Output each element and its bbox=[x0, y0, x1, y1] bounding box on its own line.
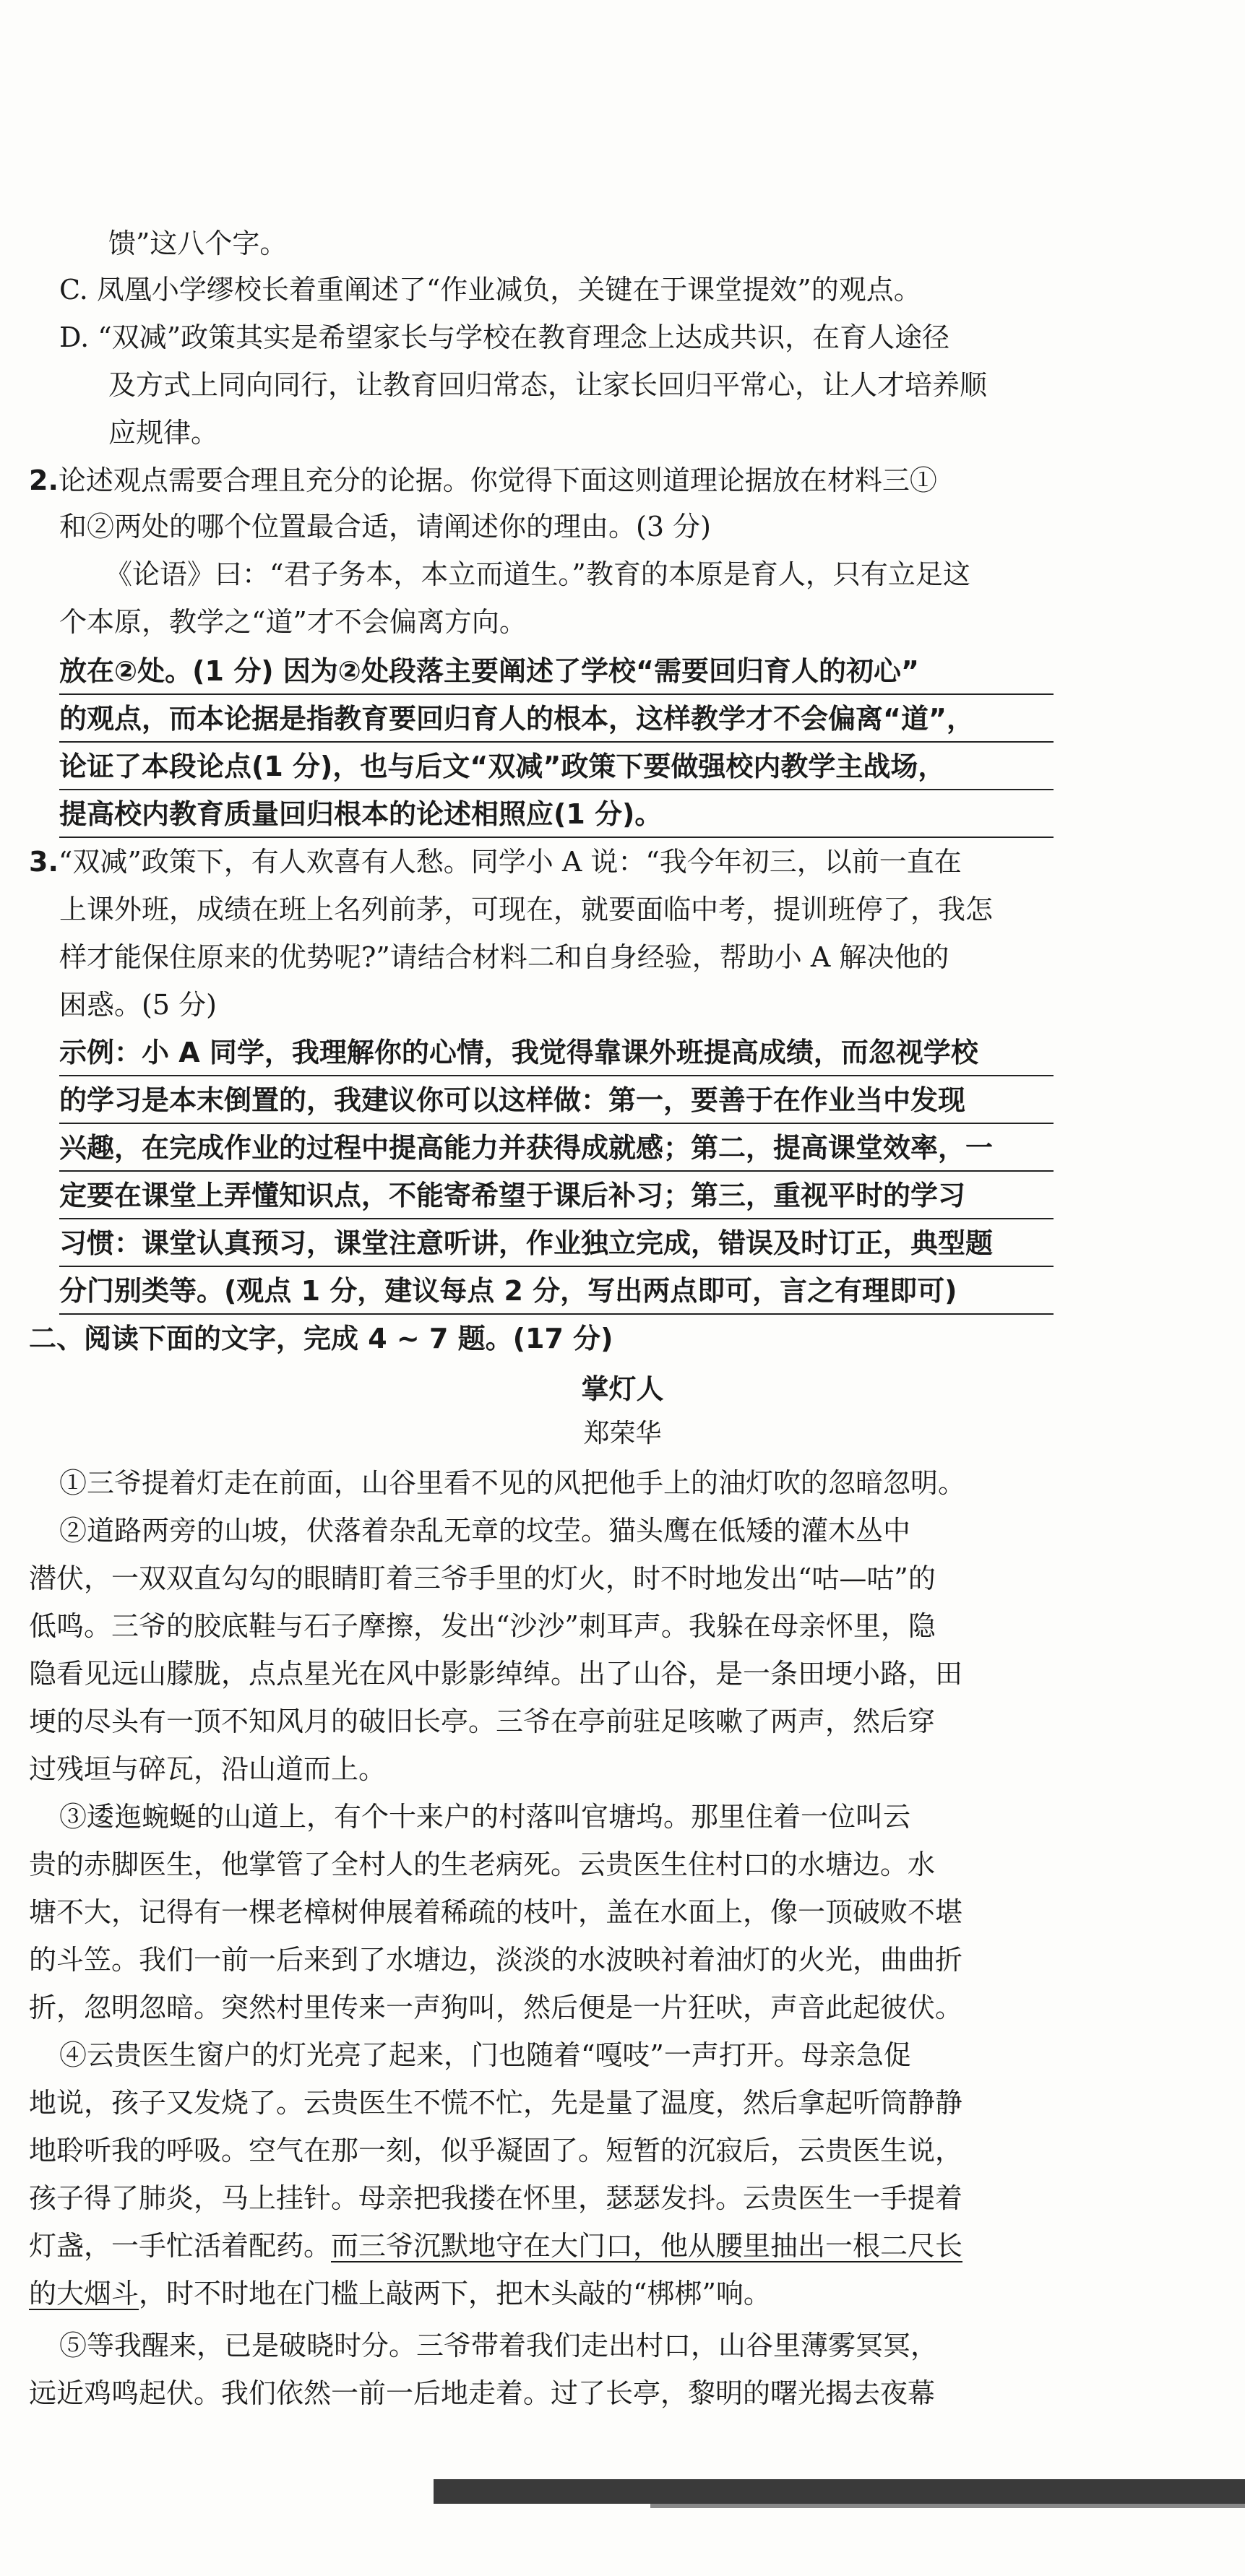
paragraph-5-line1: ⑤等我醒来，已是破晓时分。三爷带着我们走出村口，山谷里薄雾冥冥， bbox=[59, 2330, 939, 2361]
paragraph-4-line3: 地聆听我的呼吸。空气在那一刻，似乎凝固了。短暂的沉寂后，云贵医生说， bbox=[29, 2135, 963, 2166]
paragraph-3-line1: ③逶迤蜿蜒的山道上，有个十来户的村落叫官塘坞。那里住着一位叫云 bbox=[59, 1801, 911, 1833]
q3-answer-line6: 分门别类等。(观点 1 分，建议每点 2 分，写出两点即可，言之有理即可) bbox=[59, 1275, 957, 1307]
q3-answer-line1: 示例：小 A 同学，我理解你的心情，我觉得靠课外班提高成绩，而忽视学校 bbox=[59, 1037, 978, 1068]
paragraph-4-line1: ④云贵医生窗户的灯光亮了起来，门也随着“嘎吱”一声打开。母亲急促 bbox=[59, 2039, 911, 2071]
q3-stem-line2: 上课外班，成绩在班上名列前茅，可现在，就要面临中考，提训班停了，我怎 bbox=[59, 894, 994, 925]
q2-quote-line2: 个本原，教学之“道”才不会偏离方向。 bbox=[59, 606, 527, 638]
answer-rule bbox=[59, 1075, 1054, 1076]
answer-rule bbox=[59, 1218, 1054, 1219]
answer-rule bbox=[59, 693, 1054, 695]
paragraph-4-line6-plain: ，时不时地在门槛上敲两下，把木头敲的“梆梆”响。 bbox=[139, 2278, 771, 2309]
q2-quote-line1: 《论语》曰：“君子务本，本立而道生。”教育的本原是育人，只有立足这 bbox=[105, 558, 970, 590]
q3-answer-line3: 兴趣，在完成作业的过程中提高能力并获得成就感；第二，提高课堂效率，一 bbox=[59, 1132, 994, 1164]
paragraph-4-line5-plain: 灯盏，一手忙活着配药。 bbox=[29, 2230, 332, 2262]
paragraph-3-line5: 折，忽明忽暗。突然村里传来一声狗叫，然后便是一片狂吠，声音此起彼伏。 bbox=[29, 1992, 963, 2023]
q3-stem-line3: 样才能保住原来的优势呢?”请结合材料二和自身经验，帮助小 A 解决他的 bbox=[59, 941, 949, 973]
q1-option-b-tail: 馈”这八个字。 bbox=[108, 228, 288, 259]
answer-rule bbox=[59, 789, 1054, 790]
answer-rule bbox=[59, 741, 1054, 743]
q3-answer-line5: 习惯：课堂认真预习，课堂注意听讲，作业独立完成，错误及时订正，典型题 bbox=[59, 1227, 994, 1259]
q2-answer-line3: 论证了本段论点(1 分)，也与后文“双减”政策下要做强校内教学主战场， bbox=[59, 751, 946, 782]
answer-rule bbox=[59, 837, 1054, 838]
q3-answer-line4: 定要在课堂上弄懂知识点，不能寄希望于课后补习；第三，重视平时的学习 bbox=[59, 1180, 966, 1211]
passage-author: 郑荣华 bbox=[583, 1419, 662, 1448]
q1-option-c: C. 凤凰小学缪校长着重阐述了“作业减负，关键在于课堂提效”的观点。 bbox=[59, 274, 921, 306]
q2-stem-line2: 和②两处的哪个位置最合适，请阐述你的理由。(3 分) bbox=[59, 511, 711, 543]
q1-option-d-line2: 及方式上同向同行，让教育回归常态，让家长回归平常心，让人才培养顺 bbox=[108, 369, 988, 401]
underlined-sentence-part1: 而三爷沉默地守在大门口，他从腰里抽出一根二尺长 bbox=[331, 2230, 963, 2262]
paragraph-4-line4: 孩子得了肺炎，马上挂针。母亲把我搂在怀里，瑟瑟发抖。云贵医生一手提着 bbox=[29, 2182, 963, 2214]
q1-option-d-line1: D. “双减”政策其实是希望家长与学校在教育理念上达成共识，在育人途径 bbox=[59, 321, 950, 353]
answer-rule bbox=[59, 1170, 1054, 1172]
q2-answer-line2: 的观点，而本论据是指教育要回归育人的根本，这样教学才不会偏离“道”， bbox=[59, 703, 974, 735]
q2-answer-line1: 放在②处。(1 分) 因为②处段落主要阐述了学校“需要回归育人的初心” bbox=[59, 655, 919, 687]
q2-stem-text1: 论述观点需要合理且充分的论据。你觉得下面这则道理论据放在材料三① bbox=[58, 464, 937, 496]
answer-rule bbox=[59, 1123, 1054, 1124]
paragraph-2-line3: 低鸣。三爷的胶底鞋与石子摩擦，发出“沙沙”刺耳声。我躲在母亲怀里，隐 bbox=[29, 1610, 936, 1642]
paragraph-2-line5: 埂的尽头有一顶不知风月的破旧长亭。三爷在亭前驻足咳嗽了两声，然后穿 bbox=[29, 1706, 936, 1737]
paragraph-2-line4: 隐看见远山朦胧，点点星光在风中影影绰绰。出了山谷，是一条田埂小路，田 bbox=[29, 1658, 963, 1690]
paragraph-5-line2: 远近鸡鸣起伏。我们依然一前一后地走着。过了长亭，黎明的曙光揭去夜幕 bbox=[29, 2377, 936, 2409]
scan-shadow-edge bbox=[650, 2504, 1245, 2508]
paragraph-2-line2: 潜伏，一双双直勾勾的眼睛盯着三爷手里的灯火，时不时地发出“咕—咕”的 bbox=[29, 1563, 936, 1594]
underlined-sentence-part2: 的大烟斗 bbox=[29, 2278, 139, 2309]
scan-shadow bbox=[434, 2479, 1245, 2504]
q3-stem-line4: 困惑。(5 分) bbox=[59, 989, 217, 1021]
paragraph-2-line1: ②道路两旁的山坡，伏落着杂乱无章的坟茔。猫头鹰在低矮的灌木丛中 bbox=[59, 1515, 911, 1547]
q3-answer-line2: 的学习是本末倒置的，我建议你可以这样做：第一，要善于在作业当中发现 bbox=[59, 1084, 966, 1116]
paragraph-4-line5 bbox=[29, 2228, 962, 2264]
q2-stem-line1 bbox=[29, 462, 937, 498]
q2-number: 2. bbox=[29, 464, 59, 496]
q2-answer-line4: 提高校内教育质量回归根本的论述相照应(1 分)。 bbox=[59, 798, 663, 830]
paragraph-3-line4: 的斗笠。我们一前一后来到了水塘边，淡淡的水波映衬着油灯的火光，曲曲折 bbox=[29, 1944, 963, 1976]
passage-title: 掌灯人 bbox=[581, 1373, 664, 1405]
q1-option-d-line3: 应规律。 bbox=[108, 417, 219, 449]
paragraph-4-line2: 地说，孩子又发烧了。云贵医生不慌不忙，先是量了温度，然后拿起听筒静静 bbox=[29, 2087, 963, 2119]
q3-number: 3. bbox=[29, 846, 59, 878]
paragraph-4-line6 bbox=[29, 2275, 771, 2312]
answer-rule bbox=[59, 1313, 1054, 1315]
q3-stem-line1 bbox=[29, 844, 962, 880]
paragraph-1: ①三爷提着灯走在前面，山谷里看不见的风把他手上的油灯吹的忽暗忽明。 bbox=[59, 1467, 966, 1499]
paragraph-2-line6: 过残垣与碎瓦，沿山道而上。 bbox=[29, 1753, 387, 1785]
paragraph-3-line2: 贵的赤脚医生，他掌管了全村人的生老病死。云贵医生住村口的水塘边。水 bbox=[29, 1849, 936, 1880]
section-heading: 二、阅读下面的文字，完成 4 ~ 7 题。(17 分) bbox=[29, 1323, 613, 1354]
paragraph-3-line3: 塘不大，记得有一棵老樟树伸展着稀疏的枝叶，盖在水面上，像一顶破败不堪 bbox=[29, 1896, 963, 1928]
answer-rule bbox=[59, 1266, 1054, 1267]
q3-stem-text1: “双减”政策下，有人欢喜有人愁。同学小 A 说：“我今年初三，以前一直在 bbox=[58, 846, 962, 878]
